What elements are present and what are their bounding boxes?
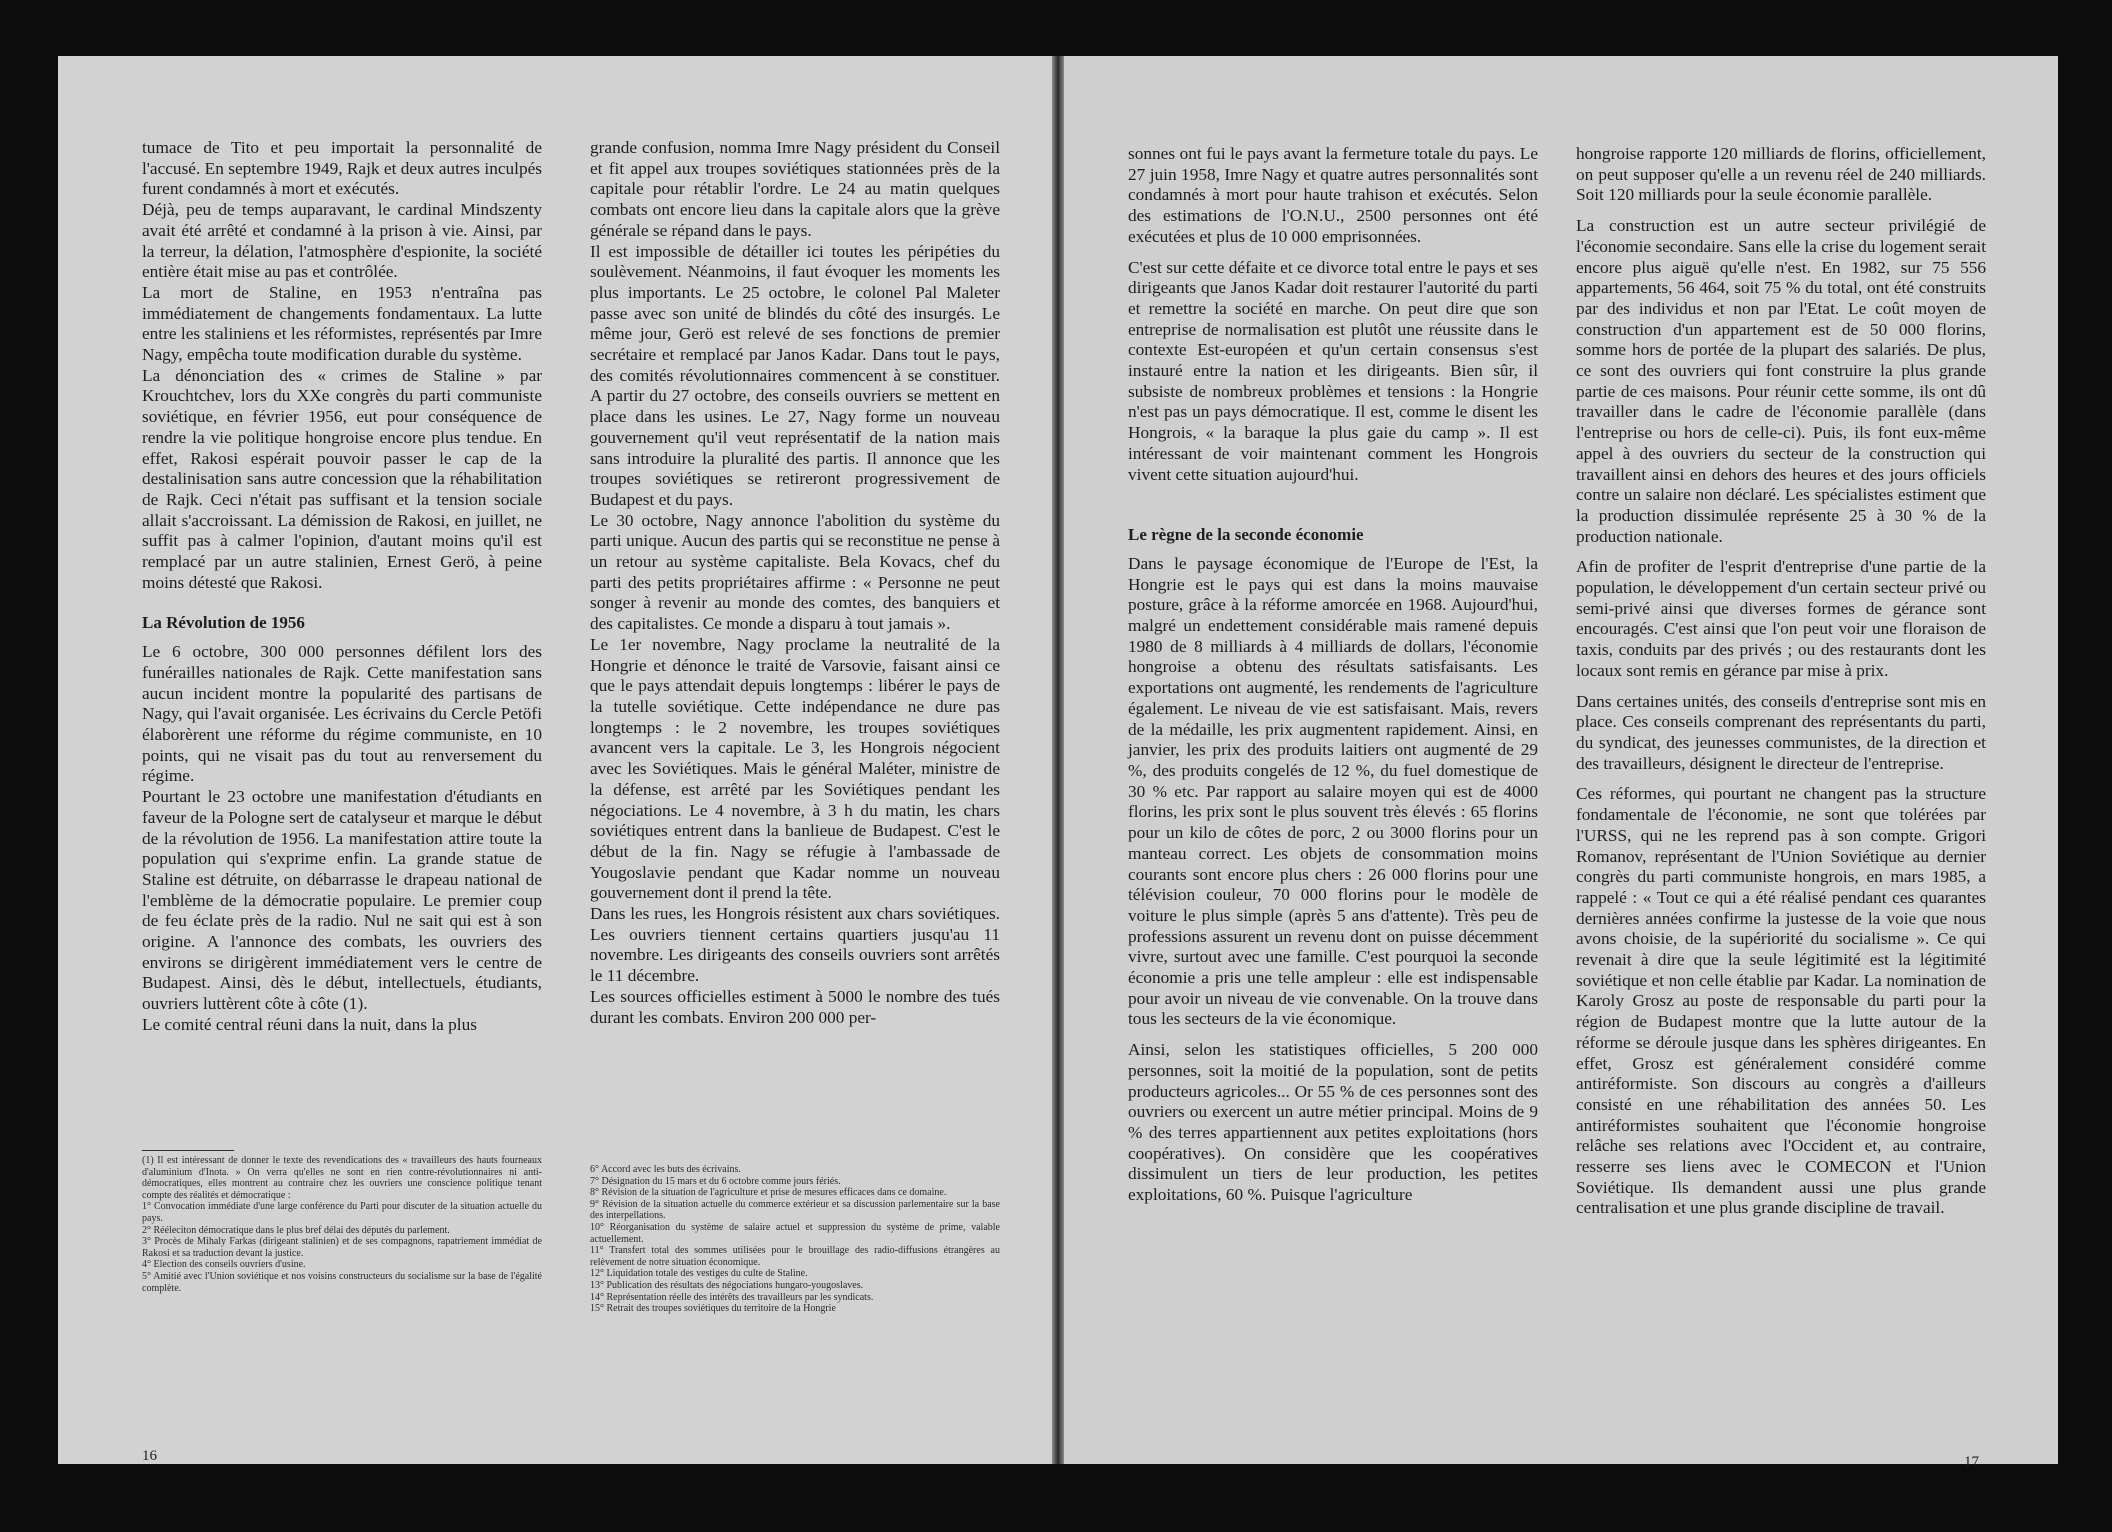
paragraph: Le 1er novembre, Nagy proclame la neutralité de la Hongrie et dénonce le traité de Varsovie, faisant ainsi ce que le pays attendait depuis longtemps : libérer le pays de la tutelle soviétique. Cette indépendance ne dure pas longtemps : le 2 novembre, les troupes soviétiques avancent vers la capitale. Le 3, les Hongrois négocient avec les Soviétiques. Mais le général Maléter, ministre de la défense, est arrêté par les Soviétiques pendant les négociations. Le 4 novembre, à 3 h du matin, les chars soviétiques entrent dans la banlieue de Budapest. C'est le début de la fin. Nagy se réfugie à l'ambassade de Yougoslavie pendant que Kadar nomme un nouveau gouvernement dont il prend la tête.: [590, 634, 1000, 903]
paragraph: Ces réformes, qui pourtant ne changent pas la structure fondamentale de l'économie, ne sont que tolérées par l'URSS, qui ne les reprend pas à son compte. Grigori Romanov, représentant de l'Union Soviétique au dernier congrès du parti communiste hongrois, en mars 1985, a rappelé : « Tout ce qui a été réalisé pendant ces quarantes dernières années confirme la justesse de la voie que nous avons choisie, de la supériorité du socialisme ». Ce qui revenait à dire que la seule légitimité est la légitimité soviétique et non celle établie par Kadar. La nomination de Karoly Grosz au poste de responsable du parti pour la région de Budapest montre que la lutte autour de la réforme se déroule jusque dans les sphères dirigeantes. En effet, Grosz est généralement considéré comme antiréformiste. Son discours au congrès a d'ailleurs consisté en une réhabilitation des années 50. Les antiréformistes souhaitent que l'économie hongroise relâche ses relations avec l'Occident et, au contraire, resserre ses liens avec le COMECON et l'Union Soviétique. Ils demandent aussi une plus grande centralisation et une plus grande discipline de travail.: [1576, 784, 1986, 1218]
footnotes-middle: [590, 1164, 1000, 1315]
paragraph: La dénonciation des « crimes de Staline » par Krouchtchev, lors du XXe congrès du parti communiste soviétique, en février 1956, eut pour conséquence de rendre la vie politique hongroise encore plus tendue. En effet, Rakosi espérait pouvoir passer le cap de la destalinisation sans autre concession que la réhabilitation de Rajk. Ceci n'était pas suffisant et la tension sociale allait s'accroissant. La démission de Rakosi, en juillet, ne suffit pas à calmer l'opinion, d'autant moins qu'il est remplacé par un autre stalinien, Ernest Gerö, à peine moins détesté que Rakosi.: [142, 365, 542, 592]
section-heading: Le règne de la seconde économie: [1128, 525, 1364, 545]
paragraph: Il est impossible de détailler ici toutes les péripéties du soulèvement. Néanmoins, il faut évoquer les moments les plus importants. Le 25 octobre, le colonel Pal Maleter passe avec son unité de blindés du côté des insurgés. Le même jour, Gerö est relevé de ses fonctions de premier secrétaire et remplacé par Janos Kadar. Dans tout le pays, des comités révolutionnaires commencent à se constituer. A partir du 27 octobre, des conseils ouvriers se mettent en place dans les usines. Le 27, Nagy forme un nouveau gouvernement qu'il veut représentatif de la nation mais sans introduire la pluralité des partis. Il annonce que les troupes soviétiques se retireront progressivement de Budapest et du pays.: [590, 241, 1000, 509]
paragraph: La construction est un autre secteur privilégié de l'économie secondaire. Sans elle la crise du logement serait encore plus aiguë qu'elle n'est. En 1982, sur 75 556 appartements, 56 464, soit 75 % du total, ont été construits par des individus et non par l'Etat. Le coût moyen de construction d'un appartement est de 50 000 florins, somme hors de portée de la plupart des salariés. De plus, ce sont des ouvriers qui font construire la plus grande partie de ces maisons. Pour réunir cette somme, ils ont dû travailler dans le cadre de l'économie parallèle (dans l'entreprise ou hors de celle-ci). Puis, ils font eux-même appel à des ouvriers du secteur de la construction qui travaillent ainsi en dehors des heures et des jours officiels contre un salaire non déclaré. Les spécialistes estiment que la production dissimulée représente 25 à 30 % de la production nationale.: [1576, 216, 1986, 546]
paragraph: Le comité central réuni dans la nuit, dans la plus: [142, 1014, 477, 1034]
footnote: 6° Accord avec les buts des écrivains.: [590, 1164, 741, 1175]
left-column-1: [142, 138, 542, 1036]
book-spine: [1052, 56, 1064, 1464]
paragraph: Pourtant le 23 octobre une manifestation d'étudiants en faveur de la Pologne sert de catalyseur et marque le début de la révolution de 1956. La manifestation attire toute la population qui s'exprime enfin. La grande statue de Staline est détruite, on débarrasse le drapeau national de l'emblème de la démocratie populaire. Le premier coup de feu éclate près de la radio. Nul ne sait qui est à son origine. A l'annonce des combats, les ouvriers des environs se dirigèrent immédiatement vers le centre de Budapest. Ainsi, dès le début, intellectuels, étudiants, ouvriers luttèrent côte à côte (1).: [142, 787, 542, 1014]
footnote: 2° Rééleciton démocratique dans le plus bref délai des députés du parlement.: [142, 1224, 450, 1236]
footnote-rule: [142, 1150, 234, 1151]
paragraph: Les sources officielles estiment à 5000 le nombre des tués durant les combats. Environ 200 000 per-: [590, 986, 1000, 1027]
footnote: 13° Publication des résultats des négociations hungaro-yougoslaves.: [590, 1279, 864, 1291]
paragraph: hongroise rapporte 120 milliards de florins, officiellement, on peut supposer qu'elle a un revenu réel de 240 milliards. Soit 120 milliards pour la seule économie parallèle.: [1576, 144, 1986, 205]
paragraph: Le 30 octobre, Nagy annonce l'abolition du système du parti unique. Aucun des partis qui se reconstitue ne pense à un retour au système capitaliste. Bela Kovacs, chef du parti des petits propriétaires affirme : « Personne ne peut songer à revenir au monde des comtes, des banquiers et des capitalistes. Ce monde a disparu à tout jamais ».: [590, 510, 1000, 634]
footnote: 12° Liquidation totale des vestiges du culte de Staline.: [590, 1268, 808, 1280]
paragraph: Déjà, peu de temps auparavant, le cardinal Mindszenty avait été arrêté et condamné à la prison à vie. Ainsi, par la terreur, la délation, l'atmosphère d'espionite, la société entière était mise au pas et contrôlée.: [142, 200, 542, 282]
section-heading: La Révolution de 1956: [142, 613, 305, 633]
paragraph: La mort de Staline, en 1953 n'entraîna pas immédiatement de changements fondamentaux. La lutte entre les staliniens et les réformistes, représentés par Imre Nagy, empêcha toute modification durable du système.: [142, 282, 542, 365]
paragraph: Dans le paysage économique de l'Europe de l'Est, la Hongrie est le pays qui est dans la moins mauvaise posture, grâce à la réforme amorcée en 1968. Aujourd'hui, malgré un endettement considérable mais ramené depuis 1980 de 8 milliards à 4 milliards de dollars, l'économie hongroise a obtenu des résultats satisfaisants. Les exportations ont augmenté, les rendements de l'agriculture également. Le niveau de vie est satisfaisant. Mais, revers de la médaille, les prix augmentent rapidement. Ainsi, en janvier, les prix des produits laitiers ont augmenté de 29 %, des produits congelés de 12 %, du fuel domestique de 30 % etc. Par rapport au salaire moyen qui est de 4000 florins, les prix sont le plus souvent très élevés : 65 florins pour un kilo de côtes de porc, 2 ou 3000 florins pour un manteau correct. Les objets de consommation moins courants sont encore plus chers : 26 000 florins pour une télévision couleur, 70 000 florins pour le modèle de voiture le plus simple (après 5 ans d'attente). Très peu de professions assurent un revenu dont on puisse décemment vivre, surtout avec une famille. C'est pourquoi la seconde économie a pris une telle ampleur : elle est indispensable pour avoir un niveau de vie convenable. On la trouve dans tous les secteurs de la vie économique.: [1128, 553, 1538, 1029]
footnote: 11° Transfert total des sommes utilisées pour le brouillage des radio-diffusions étrangères au relèvement de notre situation économique.: [590, 1245, 1000, 1268]
footnote: 3° Procès de Mihaly Farkas (dirigeant stalinien) et de ses compagnons, rapatriement immédiat de Rakosi et sa traduction devant la justice.: [142, 1236, 542, 1259]
footnote: (1) Il est intéressant de donner le texte des revendications des « travailleurs des hauts fourneaux d'aluminium d'Inota. » On verra qu'elles ne sont en rien contre-révolutionnaires ni anti-démocratiques, elles montrent au contraire chez les ouvriers une conscience politique tenant compte des réalités et démocratique :: [142, 1155, 542, 1201]
footnote: 4° Election des conseils ouvriers d'usine.: [142, 1259, 306, 1271]
footnotes-left: [142, 1150, 542, 1294]
page-number-right: 17: [1964, 1454, 1979, 1470]
footnote: 5° Amitié avec l'Union soviétique et nos voisins constructeurs du socialisme sur la base de l'égalité complète.: [142, 1270, 542, 1294]
footnote: 1° Convocation immédiate d'une large conférence du Parti pour discuter de la situation actuelle du pays.: [142, 1201, 542, 1224]
paragraph: sonnes ont fui le pays avant la fermeture totale du pays. Le 27 juin 1958, Imre Nagy et quatre autres personnalités sont condamnés à mort pour haute trahison et exécutés. Selon des estimations de l'O.N.U., 2500 personnes ont été exécutées et plus de 10 000 emprisonnées.: [1128, 144, 1538, 246]
footnote: 15° Retrait des troupes soviétiques du territoire de la Hongrie: [590, 1303, 836, 1315]
right-column-2: [1576, 144, 1986, 1219]
paragraph: C'est sur cette défaite et ce divorce total entre le pays et ses dirigeants que Janos Kadar doit restaurer l'autorité du parti et remettre la société en marche. On peut dire que son entreprise de normalisation est plutôt une réussite dans le contexte Est-européen et qu'un certain consensus s'est instauré entre la nation et les dirigeants. Bien sûr, il subsiste de nombreux problèmes et tensions : la Hongrie n'est pas un pays démocratique. Il est, comme le disent les Hongrois, « la baraque la plus gaie du camp ». Il est intéressant de voir maintenant comment les Hongrois vivent cette situation aujourd'hui.: [1128, 257, 1538, 484]
left-page: [58, 56, 1052, 1464]
paragraph: Dans les rues, les Hongrois résistent aux chars soviétiques. Les ouvriers tiennent certains quartiers jusqu'au 11 novembre. Les dirigeants des conseils ouvriers sont arrêtés le 11 décembre.: [590, 904, 1000, 986]
right-page: [1064, 56, 2058, 1470]
paragraph: tumace de Tito et peu importait la personnalité de l'accusé. En septembre 1949, Rajk et deux autres inculpés furent condamnés à mort et exécutés.: [142, 138, 542, 199]
paragraph: Ainsi, selon les statistiques officielles, 5 200 000 personnes, soit la moitié de la population, sont de petits producteurs agricoles... Or 55 % de ces personnes sont des ouvriers ou exercent un autre métier principal. Moins de 9 % des terres appartiennent aux petites exploitations (hors coopératives). On considère que les coopératives dissimulent un tiers de leur production, les petites exploitations, 60 %. Puisque l'agriculture: [1128, 1040, 1538, 1205]
footnote: 9° Révision de la situation actuelle du commerce extérieur et sa discussion parlementaire sur la base des interpellations.: [590, 1198, 1000, 1222]
right-column-1: [1128, 144, 1538, 1206]
footnote: 10° Réorganisation du système de salaire actuel et suppression du système de prime, valable actuellement.: [590, 1221, 1000, 1245]
footnote: 7° Désignation du 15 mars et du 6 octobre comme jours fériés.: [590, 1175, 841, 1187]
footnote: 8° Révision de la situation de l'agriculture et prise de mesures efficaces dans ce domaine.: [590, 1187, 947, 1199]
paragraph: Dans certaines unités, des conseils d'entreprise sont mis en place. Ces conseils comprenant des représentants du parti, du syndicat, des jeunesses communistes, de la direction et des travailleurs, désignent le directeur de l'entreprise.: [1576, 691, 1986, 773]
left-column-2: [590, 138, 1000, 1028]
paragraph: Le 6 octobre, 300 000 personnes défilent lors des funérailles nationales de Rajk. Cette manifestation sans aucun incident montre la popularité des partisans de Nagy, qui l'avait organisée. Les écrivains du Cercle Petöfi élaborèrent une réforme du régime communiste, en 10 points, qui ne visait pas du tout au renversement du régime.: [142, 642, 542, 786]
paragraph: Afin de profiter de l'esprit d'entreprise d'une partie de la population, le développement d'un certain secteur privé ou semi-privé ainsi que diverses formes de gérance sont encouragés. C'est ainsi que l'on peut voir une floraison de taxis, conduits par des privés ; ou des restaurants dont les locaux sont remis en gérance par mise à prix.: [1576, 557, 1986, 680]
paragraph: grande confusion, nomma Imre Nagy président du Conseil et fit appel aux troupes soviétiques stationnées près de la capitale pour rétablir l'ordre. Le 24 au matin quelques combats ont encore lieu dans la capitale alors que la grève générale se répand dans le pays.: [590, 138, 1000, 240]
page-number-left: 16: [142, 1448, 157, 1464]
footnote: 14° Représentation réelle des intérêts des travailleurs par les syndicats.: [590, 1291, 874, 1303]
